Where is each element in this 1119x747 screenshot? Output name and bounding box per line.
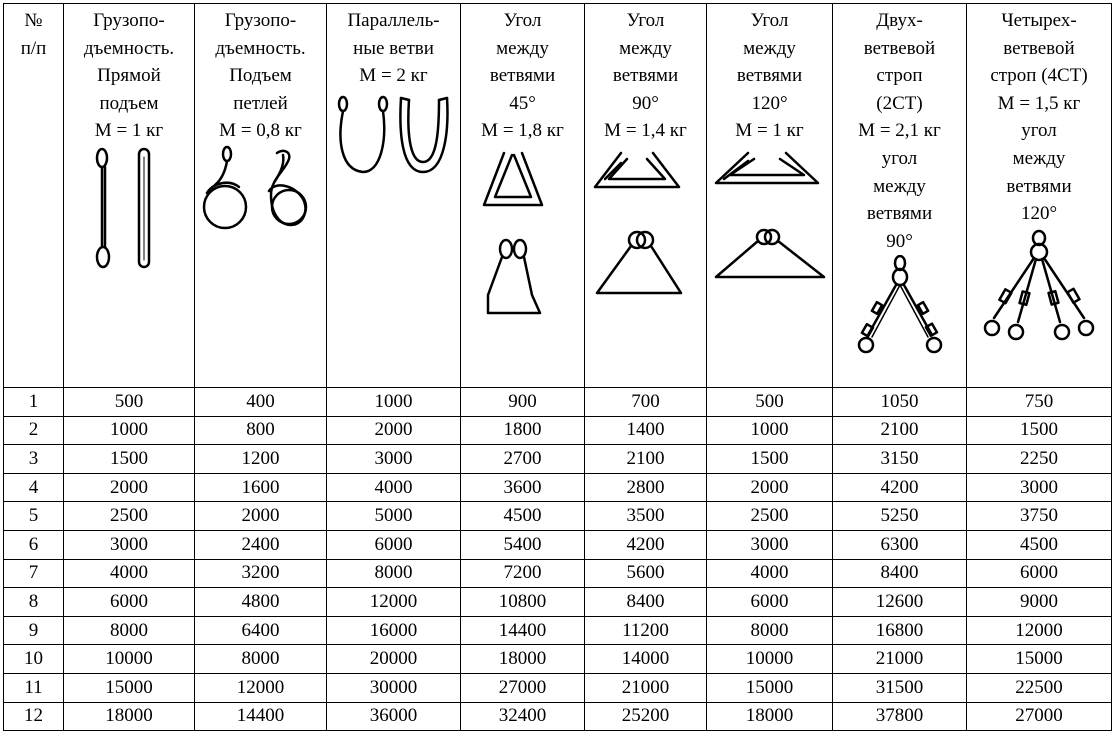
header-text: ветвями — [612, 65, 679, 87]
capacity-cell: 5250 — [833, 502, 967, 531]
capacity-cell: 4200 — [585, 530, 707, 559]
capacity-cell: 4500 — [461, 502, 585, 531]
capacity-cell: 2000 — [195, 502, 327, 531]
table-row — [4, 559, 1112, 588]
row-number-cell: 11 — [4, 673, 64, 702]
capacity-cell: 1200 — [195, 445, 327, 474]
header-text: 120° — [751, 92, 788, 114]
header-text: ветвевой — [863, 37, 936, 59]
capacity-cell: 20000 — [327, 645, 461, 674]
two-branch-sling-icon — [833, 255, 966, 355]
capacity-cell: 15000 — [64, 673, 195, 702]
capacity-cell: 5000 — [327, 502, 461, 531]
header-text: строп (4СТ) — [990, 65, 1088, 87]
row-number-cell: 12 — [4, 702, 64, 731]
header-text: М = 1 кг — [94, 120, 164, 142]
header-text: петлей — [233, 92, 288, 114]
capacity-cell: 1050 — [833, 388, 967, 417]
header-text: между — [496, 37, 549, 59]
capacity-cell: 11200 — [585, 616, 707, 645]
header-text: 120° — [1020, 203, 1058, 225]
table-row — [4, 502, 1112, 531]
header-text: 45° — [509, 92, 536, 114]
sling-capacity-table — [3, 3, 1112, 731]
capacity-cell: 12000 — [327, 588, 461, 617]
row-number-cell: 3 — [4, 445, 64, 474]
capacity-cell: 2000 — [64, 473, 195, 502]
capacity-cell: 1600 — [195, 473, 327, 502]
capacity-cell: 37800 — [833, 702, 967, 731]
header-text: М = 1,5 кг — [997, 92, 1081, 114]
capacity-cell: 7200 — [461, 559, 585, 588]
capacity-cell: 10800 — [461, 588, 585, 617]
table-row — [4, 388, 1112, 417]
header-four-branch-sling — [967, 4, 1112, 388]
header-text: ветвями — [1006, 175, 1072, 197]
header-parallel-branches — [327, 4, 461, 388]
header-row — [4, 4, 1112, 388]
header-angle-90 — [585, 4, 707, 388]
capacity-cell: 1500 — [707, 445, 833, 474]
capacity-cell: 900 — [461, 388, 585, 417]
capacity-cell: 18000 — [707, 702, 833, 731]
capacity-cell: 6000 — [967, 559, 1112, 588]
capacity-cell: 3000 — [64, 530, 195, 559]
capacity-cell: 8000 — [707, 616, 833, 645]
capacity-cell: 2400 — [195, 530, 327, 559]
capacity-cell: 8000 — [64, 616, 195, 645]
header-text: дъемность. — [83, 37, 175, 59]
capacity-cell: 750 — [967, 388, 1112, 417]
row-number-cell: 10 — [4, 645, 64, 674]
header-text: ветвевой — [1003, 37, 1075, 59]
capacity-cell: 2250 — [967, 445, 1112, 474]
capacity-cell: 4800 — [195, 588, 327, 617]
table-row — [4, 588, 1112, 617]
row-number-cell: 4 — [4, 473, 64, 502]
capacity-cell: 1500 — [64, 445, 195, 474]
header-text: подъем — [99, 92, 159, 114]
straight-lift-sling-icon — [64, 145, 194, 275]
header-text: Двух- — [876, 10, 923, 31]
capacity-cell: 12000 — [195, 673, 327, 702]
header-text: ветвями — [736, 65, 803, 87]
capacity-cell: 3600 — [461, 473, 585, 502]
capacity-cell: 3200 — [195, 559, 327, 588]
table-row — [4, 702, 1112, 731]
header-text: М = 2 кг — [359, 65, 428, 87]
capacity-cell: 27000 — [967, 702, 1112, 731]
header-text: Четырех- — [1001, 10, 1077, 31]
capacity-cell: 12600 — [833, 588, 967, 617]
capacity-cell: 22500 — [967, 673, 1112, 702]
capacity-cell: 500 — [707, 388, 833, 417]
row-number-cell: 1 — [4, 388, 64, 417]
capacity-cell: 2500 — [707, 502, 833, 531]
capacity-cell: 2000 — [707, 473, 833, 502]
header-text: (2СТ) — [876, 92, 923, 114]
capacity-cell: 6000 — [64, 588, 195, 617]
capacity-cell: 4000 — [64, 559, 195, 588]
table-row — [4, 530, 1112, 559]
header-text: № — [24, 10, 43, 31]
header-text: Параллель- — [347, 10, 440, 31]
header-text: угол — [1021, 120, 1057, 142]
header-text: угол — [881, 147, 918, 169]
header-two-branch-sling — [833, 4, 967, 388]
header-text: Угол — [626, 10, 665, 31]
header-text: Подъем — [229, 65, 292, 87]
row-number-cell: 6 — [4, 530, 64, 559]
capacity-cell: 4000 — [707, 559, 833, 588]
capacity-cell: 3000 — [967, 473, 1112, 502]
capacity-cell: 8000 — [327, 559, 461, 588]
table-body — [4, 388, 1112, 731]
capacity-cell: 15000 — [707, 673, 833, 702]
header-text: М = 2,1 кг — [858, 120, 941, 142]
capacity-cell: 14400 — [461, 616, 585, 645]
capacity-cell: 6000 — [707, 588, 833, 617]
capacity-cell: 32400 — [461, 702, 585, 731]
capacity-cell: 4200 — [833, 473, 967, 502]
capacity-cell: 8400 — [585, 588, 707, 617]
capacity-cell: 8000 — [195, 645, 327, 674]
header-loop-lift — [195, 4, 327, 388]
header-text: М = 1,8 кг — [481, 120, 564, 142]
header-text: дъемность. — [215, 37, 306, 59]
capacity-cell: 16000 — [327, 616, 461, 645]
capacity-cell: 10000 — [707, 645, 833, 674]
header-text: М = 1 кг — [735, 120, 804, 142]
table-row — [4, 645, 1112, 674]
capacity-cell: 1000 — [327, 388, 461, 417]
capacity-cell: 4500 — [967, 530, 1112, 559]
header-text: ветвями — [489, 65, 556, 87]
header-text: между — [619, 37, 672, 59]
capacity-cell: 3000 — [327, 445, 461, 474]
table-row — [4, 416, 1112, 445]
header-angle-45 — [461, 4, 585, 388]
capacity-cell: 2500 — [64, 502, 195, 531]
loop-lift-sling-icon — [195, 145, 326, 245]
four-branch-sling-icon — [967, 228, 1111, 348]
row-number-cell: 8 — [4, 588, 64, 617]
capacity-cell: 2100 — [833, 416, 967, 445]
capacity-cell: 2000 — [327, 416, 461, 445]
header-text: между — [743, 37, 796, 59]
capacity-cell: 3000 — [707, 530, 833, 559]
angle-90-sling-icon — [585, 145, 706, 315]
capacity-cell: 27000 — [461, 673, 585, 702]
row-number-cell: 9 — [4, 616, 64, 645]
table-row — [4, 616, 1112, 645]
header-text: 90° — [632, 92, 659, 114]
capacity-cell: 18000 — [64, 702, 195, 731]
header-angle-120 — [707, 4, 833, 388]
capacity-cell: 3150 — [833, 445, 967, 474]
row-number-cell: 7 — [4, 559, 64, 588]
table-row — [4, 445, 1112, 474]
header-text: между — [1012, 147, 1066, 169]
capacity-cell: 15000 — [967, 645, 1112, 674]
header-text: Грузопо- — [93, 10, 165, 31]
capacity-cell: 14400 — [195, 702, 327, 731]
capacity-cell: 800 — [195, 416, 327, 445]
capacity-cell: 1800 — [461, 416, 585, 445]
capacity-cell: 2800 — [585, 473, 707, 502]
capacity-cell: 1500 — [967, 416, 1112, 445]
header-text: п/п — [20, 37, 47, 59]
capacity-cell: 700 — [585, 388, 707, 417]
capacity-cell: 18000 — [461, 645, 585, 674]
capacity-cell: 12000 — [967, 616, 1112, 645]
header-text: Грузопо- — [224, 10, 297, 31]
parallel-branches-sling-icon — [327, 90, 460, 190]
capacity-cell: 500 — [64, 388, 195, 417]
capacity-cell: 2100 — [585, 445, 707, 474]
angle-120-sling-icon — [707, 145, 832, 315]
capacity-cell: 25200 — [585, 702, 707, 731]
capacity-cell: 8400 — [833, 559, 967, 588]
header-text: строп — [876, 65, 923, 87]
capacity-cell: 6300 — [833, 530, 967, 559]
header-text: ветвями — [866, 203, 933, 225]
capacity-cell: 36000 — [327, 702, 461, 731]
capacity-cell: 4000 — [327, 473, 461, 502]
capacity-cell: 1400 — [585, 416, 707, 445]
header-text: Прямой — [97, 65, 161, 87]
header-text: М = 0,8 кг — [219, 120, 302, 142]
capacity-cell: 5400 — [461, 530, 585, 559]
capacity-cell: 9000 — [967, 588, 1112, 617]
capacity-cell: 2700 — [461, 445, 585, 474]
header-number — [4, 4, 64, 388]
capacity-cell: 31500 — [833, 673, 967, 702]
capacity-cell: 3500 — [585, 502, 707, 531]
capacity-cell: 400 — [195, 388, 327, 417]
row-number-cell: 2 — [4, 416, 64, 445]
header-text: ные ветви — [353, 37, 434, 59]
angle-45-sling-icon — [461, 145, 584, 325]
capacity-cell: 21000 — [585, 673, 707, 702]
capacity-cell: 6400 — [195, 616, 327, 645]
capacity-cell: 21000 — [833, 645, 967, 674]
row-number-cell: 5 — [4, 502, 64, 531]
capacity-cell: 30000 — [327, 673, 461, 702]
capacity-cell: 14000 — [585, 645, 707, 674]
header-text: Угол — [503, 10, 542, 31]
header-straight-lift — [64, 4, 195, 388]
header-text: М = 1,4 кг — [604, 120, 687, 142]
table-row — [4, 473, 1112, 502]
header-text: 90° — [886, 230, 913, 252]
capacity-cell: 5600 — [585, 559, 707, 588]
header-text: Угол — [750, 10, 789, 31]
capacity-cell: 1000 — [707, 416, 833, 445]
header-text: между — [873, 175, 926, 197]
capacity-cell: 3750 — [967, 502, 1112, 531]
capacity-cell: 6000 — [327, 530, 461, 559]
table-row — [4, 673, 1112, 702]
capacity-cell: 16800 — [833, 616, 967, 645]
capacity-cell: 10000 — [64, 645, 195, 674]
capacity-cell: 1000 — [64, 416, 195, 445]
